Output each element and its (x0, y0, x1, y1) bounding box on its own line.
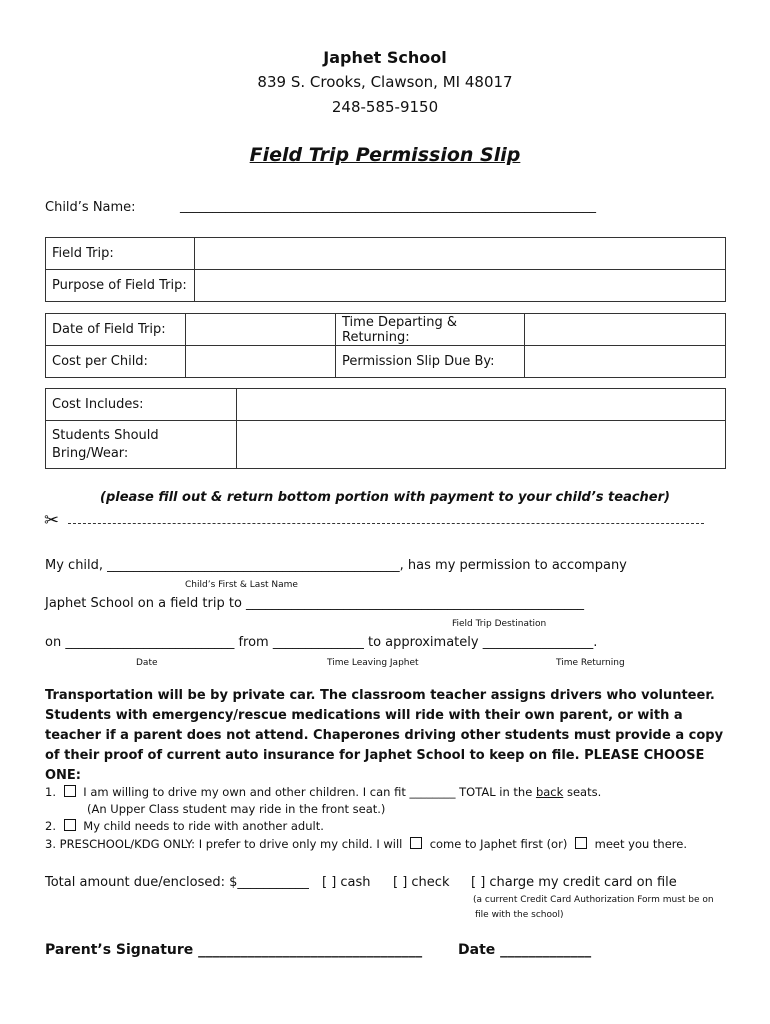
school-address: 839 S. Crooks, Clawson, MI 48017 (257, 73, 513, 91)
due-label: Permission Slip Due By: (336, 346, 525, 378)
bring-line-1: Students Should (52, 427, 159, 443)
come-first-checkbox[interactable] (410, 837, 422, 849)
option-2 (45, 819, 324, 833)
due-cell[interactable] (525, 346, 726, 378)
option-3-come-first: come to Japhet first (or) (429, 837, 568, 851)
return-note: (please fill out & return bottom portion with payment to your child’s teacher) (100, 490, 670, 505)
date-cell[interactable] (186, 314, 336, 346)
option-2-checkbox[interactable] (64, 819, 76, 831)
cost-bring-table (45, 388, 726, 469)
parent-signature[interactable]: Parent’s Signature ________________________________ (45, 942, 423, 958)
purpose-label: Purpose of Field Trip: (46, 270, 195, 302)
option-1-seats: seats. (566, 785, 602, 799)
bring-line-2: Bring/Wear: (52, 445, 129, 461)
option-1-checkbox[interactable] (64, 785, 76, 797)
option-3 (45, 837, 687, 851)
child-name-label: Child’s Name: (45, 200, 136, 215)
destination-caption: Field Trip Destination (452, 619, 547, 629)
cost-includes-label: Cost Includes: (46, 389, 237, 421)
cost-label: Cost per Child: (46, 346, 186, 378)
time-leaving-caption: Time Leaving Japhet (327, 658, 419, 668)
total-amount: Total amount due/enclosed: $___________ (45, 875, 309, 890)
cut-line (68, 523, 704, 524)
cash-option[interactable]: [ ] cash (322, 875, 371, 890)
permission-line-2: Japhet School on a field trip to ____________________________________________________ (45, 596, 585, 611)
option-2-number: 2. (45, 819, 56, 833)
date-label: Date of Field Trip: (46, 314, 186, 346)
time-cell[interactable] (525, 314, 726, 346)
time-label: Time Departing & Returning: (336, 314, 525, 346)
cost-cell[interactable] (186, 346, 336, 378)
option-1-number: 1. (45, 785, 56, 799)
child-name-caption: Child’s First & Last Name (185, 580, 298, 590)
bring-wear-cell[interactable] (237, 421, 726, 469)
permission-line-1: My child, _____________________________________________, has my permission to accompany (45, 558, 627, 573)
option-1-back: back (535, 785, 564, 799)
option-1 (45, 785, 601, 799)
scissors-icon: ✂ (44, 510, 60, 531)
option-3-text: 3. PRESCHOOL/KDG ONLY: I prefer to drive only my child. I will (45, 837, 403, 851)
credit-option[interactable]: [ ] charge my credit card on file (471, 875, 677, 890)
check-option[interactable]: [ ] check (393, 875, 450, 890)
option-1-text: I am willing to drive my own and other children. I can fit ________ TOTAL in the (83, 785, 533, 799)
trip-details-table (45, 313, 726, 378)
field-trip-cell[interactable] (195, 238, 726, 270)
school-phone: 248-585-9150 (331, 98, 439, 116)
field-trip-label: Field Trip: (46, 238, 195, 270)
trip-info-table (45, 237, 726, 302)
transportation-paragraph: Transportation will be by private car. The classroom teacher assigns drivers who volunteer. Students with emergency/rescue medications will ride with their own parent, or with a teacher if a parent does not attend. Chaperones driving other students must provide a copy of their proof of current auto insurance for Japhet School to keep on file. PLEASE CHOOSE ONE: (45, 688, 724, 783)
time-returning-caption: Time Returning (556, 658, 625, 668)
cost-includes-cell[interactable] (237, 389, 726, 421)
permission-line-3: on __________________________ from ______________ to approximately _________________. (45, 635, 598, 650)
signature-date[interactable]: Date _____________ (458, 942, 592, 958)
option-2-text: My child needs to ride with another adult. (83, 819, 324, 833)
child-name-blank[interactable]: ________________________________________________________________ (180, 199, 596, 214)
page-title: Field Trip Permission Slip (249, 144, 521, 166)
option-3-meet-there: meet you there. (594, 837, 688, 851)
purpose-cell[interactable] (195, 270, 726, 302)
option-1-subtext: (An Upper Class student may ride in the front seat.) (87, 802, 386, 816)
credit-note-line-1: (a current Credit Card Authorization Form must be on (473, 895, 714, 905)
school-name: Japhet School (323, 48, 447, 67)
meet-there-checkbox[interactable] (575, 837, 587, 849)
bring-wear-label (46, 421, 237, 469)
date-caption: Date (136, 658, 158, 668)
credit-note-line-2: file with the school) (475, 910, 564, 920)
